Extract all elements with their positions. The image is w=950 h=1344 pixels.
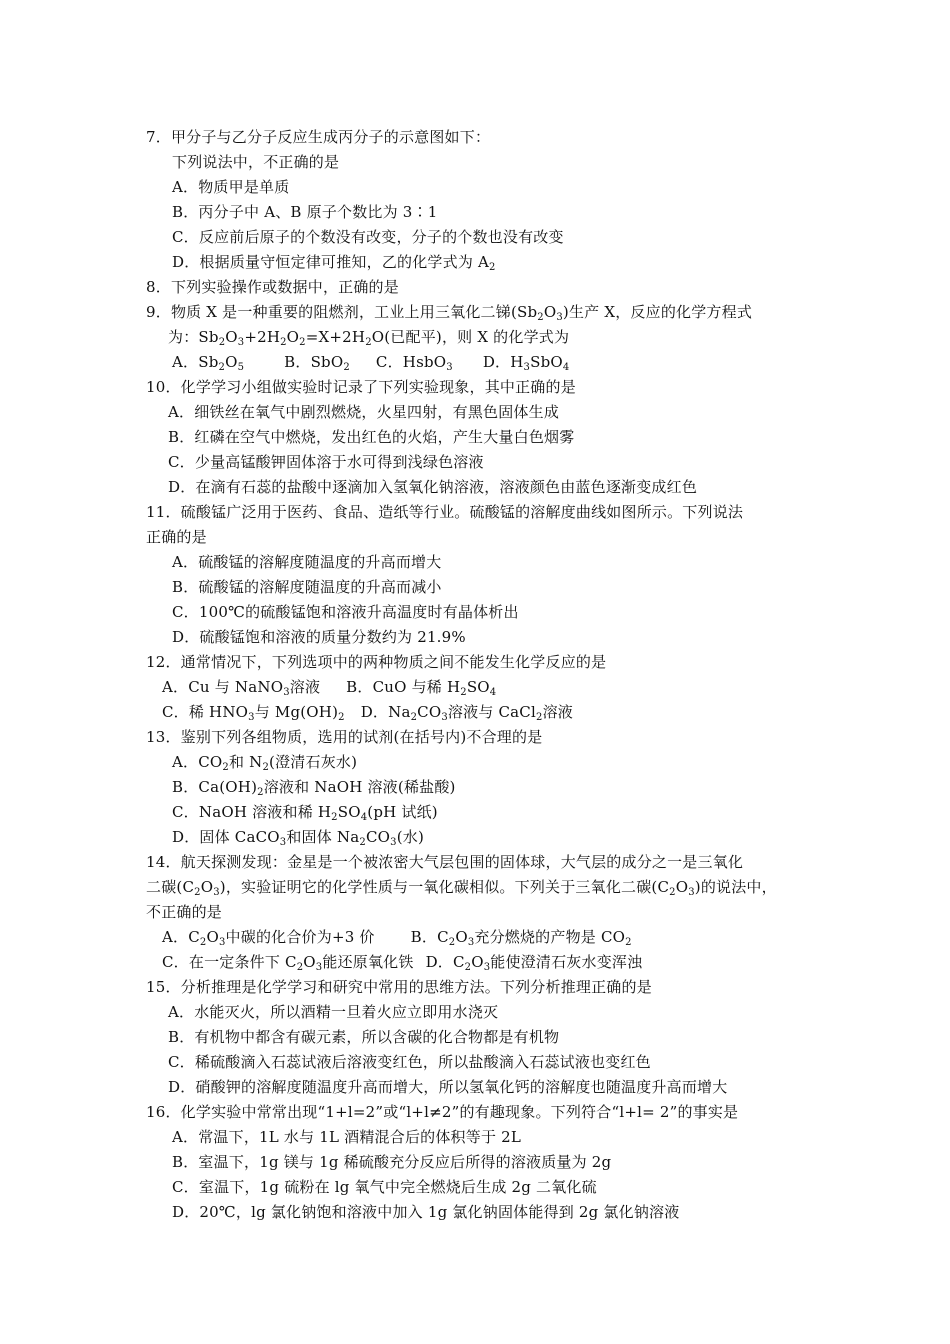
q14-stem-line2: 二碳$(C_2O_3)$，实验证明它的化学性质与一氧化碳相似。下列关于三氧化二碳$(C_2O_3)$的说法中， (146, 878, 777, 898)
q7-stem: 7．甲分子与乙分子反应生成丙分子的示意图如下： (146, 128, 491, 146)
q11-option-a: A．硫酸锰的溶解度随温度的升高而增大 (172, 553, 442, 571)
q11-option-d: D．硫酸锰饱和溶液的质量分数约为 21.9% (172, 628, 466, 646)
q12-option-a: A．Cu 与 NaNO$_3$溶液 (162, 678, 321, 698)
q12-options-row1 (162, 677, 496, 697)
q11-option-b: B．硫酸锰的溶解度随温度的升高而减小 (172, 578, 442, 596)
q13-option-d: D．固体 CaCO$_3$和固体 $Na_2CO_3$(水) (172, 828, 425, 848)
q10-option-d: D．在滴有石蕊的盐酸中逐滴加入氢氧化钠溶液，溶液颜色由蓝色逐渐变成红色 (168, 478, 698, 496)
q13-option-a: A．$CO_2$和 $N_2$(澄清石灰水) (172, 753, 358, 773)
q14-option-d: D．$C_2O_3$能使澄清石灰水变浑浊 (425, 953, 643, 973)
q9-options (172, 352, 569, 372)
q12-stem: 12．通常情况下，下列选项中的两种物质之间不能发生化学反应的是 (146, 653, 607, 671)
q10-stem: 10．化学学习小组做实验时记录了下列实验现象，其中正确的是 (146, 378, 576, 396)
q12-option-d: D．$Na_2CO_3$溶液与 CaCl$_2$溶液 (360, 703, 573, 723)
q15-option-c: C．稀硫酸滴入石蕊试液后溶液变红色，所以盐酸滴入石蕊试液也变红色 (168, 1053, 651, 1071)
q11-stem-line2: 正确的是 (146, 528, 207, 546)
q9-stem-line1: 9．物质 X 是一种重要的阻燃剂，工业上用三氧化二锑$(Sb_2O_3)$生产 X，反应的化学方程式 (146, 303, 753, 323)
q14-options-row2 (162, 952, 642, 972)
q12-option-b: B．CuO 与稀 $H_2SO_4$ (346, 678, 497, 698)
q9-option-a: A．$Sb_2O_5$ (172, 353, 245, 373)
q15-option-a: A．水能灭火，所以酒精一旦着火应立即用水浇灭 (168, 1003, 499, 1021)
q13-stem: 13．鉴别下列各组物质，选用的试剂(在括号内)不合理的是 (146, 728, 543, 746)
q15-stem: 15．分析推理是化学学习和研究中常用的思维方法。下列分析推理正确的是 (146, 978, 652, 996)
q14-option-c: C．在一定条件下 $C_2O_3$能还原氧化铁 (162, 953, 414, 973)
q13-option-b: B．$Ca(OH)_2$溶液和 NaOH 溶液(稀盐酸) (172, 778, 456, 798)
q10-option-a: A．细铁丝在氧气中剧烈燃烧，火星四射，有黑色固体生成 (168, 403, 560, 421)
q14-option-a: A．$C_2O_3$中碳的化合价为+3 价 (162, 928, 375, 948)
q11-option-c: C．100℃的硫酸锰饱和溶液升高温度时有晶体析出 (172, 603, 519, 621)
q10-option-c: C．少量高锰酸钾固体溶于水可得到浅绿色溶液 (168, 453, 484, 471)
q16-option-d: D．20℃，lg 氯化钠饱和溶液中加入 1g 氯化钠固体能得到 2g 氯化钠溶液 (172, 1203, 680, 1221)
q16-option-c: C．室温下，1g 硫粉在 lg 氧气中完全燃烧后生成 2g 二氧化硫 (172, 1178, 597, 1196)
q7-option-b: B．丙分子中 A、B 原子个数比为 3∶1 (172, 203, 438, 221)
q14-option-b: B．$C_2O_3$充分燃烧的产物是 $CO_2$ (410, 928, 632, 948)
q16-option-b: B．室温下，1g 镁与 1g 稀硫酸充分反应后所得的溶液质量为 2g (172, 1153, 612, 1171)
q16-option-a: A．常温下，1L 水与 1L 酒精混合后的体积等于 2L (172, 1128, 522, 1146)
q11-stem-line1: 11．硫酸锰广泛用于医药、食品、造纸等行业。硫酸锰的溶解度曲线如图所示。下列说法 (146, 503, 744, 521)
q14-stem-line3: 不正确的是 (146, 903, 223, 921)
q14-stem-line1: 14．航天探测发现：金星是一个被浓密大气层包围的固体球，大气层的成分之一是三氧化 (146, 853, 744, 871)
q9-stem-line2: 为：$Sb_2O_3+2H_2O_2=X+2H_2O$(已配平)，则 X 的化学式为 (168, 328, 570, 348)
q16-stem: 16．化学实验中常常出现“1+l=2”或“l+l≠2”的有趣现象。下列符合“l+l= 2”的事实是 (146, 1103, 739, 1121)
q7-option-a: A．物质甲是单质 (172, 178, 290, 196)
q7-option-d: D．根据质量守恒定律可推知，乙的化学式为 $A_2$ (172, 253, 496, 273)
q14-options-row1 (162, 927, 632, 947)
q10-option-b: B．红磷在空气中燃烧，发出红色的火焰，产生大量白色烟雾 (168, 428, 575, 446)
q8-stem: 8．下列实验操作或数据中，正确的是 (146, 278, 399, 296)
q12-option-c: C．稀 $HNO_3$与 $Mg(OH)_2$ (162, 703, 345, 723)
q9-option-b: B．SbO$_2$ (284, 353, 350, 373)
q12-options-row2 (162, 702, 573, 722)
q15-option-b: B．有机物中都含有碳元素，所以含碳的化合物都是有机物 (168, 1028, 560, 1046)
q7-subprompt: 下列说法中，不正确的是 (172, 153, 340, 171)
q15-option-d: D．硝酸钾的溶解度随温度升高而增大，所以氢氧化钙的溶解度也随温度升高而增大 (168, 1078, 728, 1096)
q9-option-c: C．HsbO$_3$ (375, 353, 453, 373)
q13-option-c: C．NaOH 溶液和稀 $H_2SO_4(pH$ 试纸) (172, 803, 438, 823)
q7-option-c: C．反应前后原子的个数没有改变，分子的个数也没有改变 (172, 228, 564, 246)
q9-option-d: D．$H_3SbO_4$ (482, 353, 570, 373)
